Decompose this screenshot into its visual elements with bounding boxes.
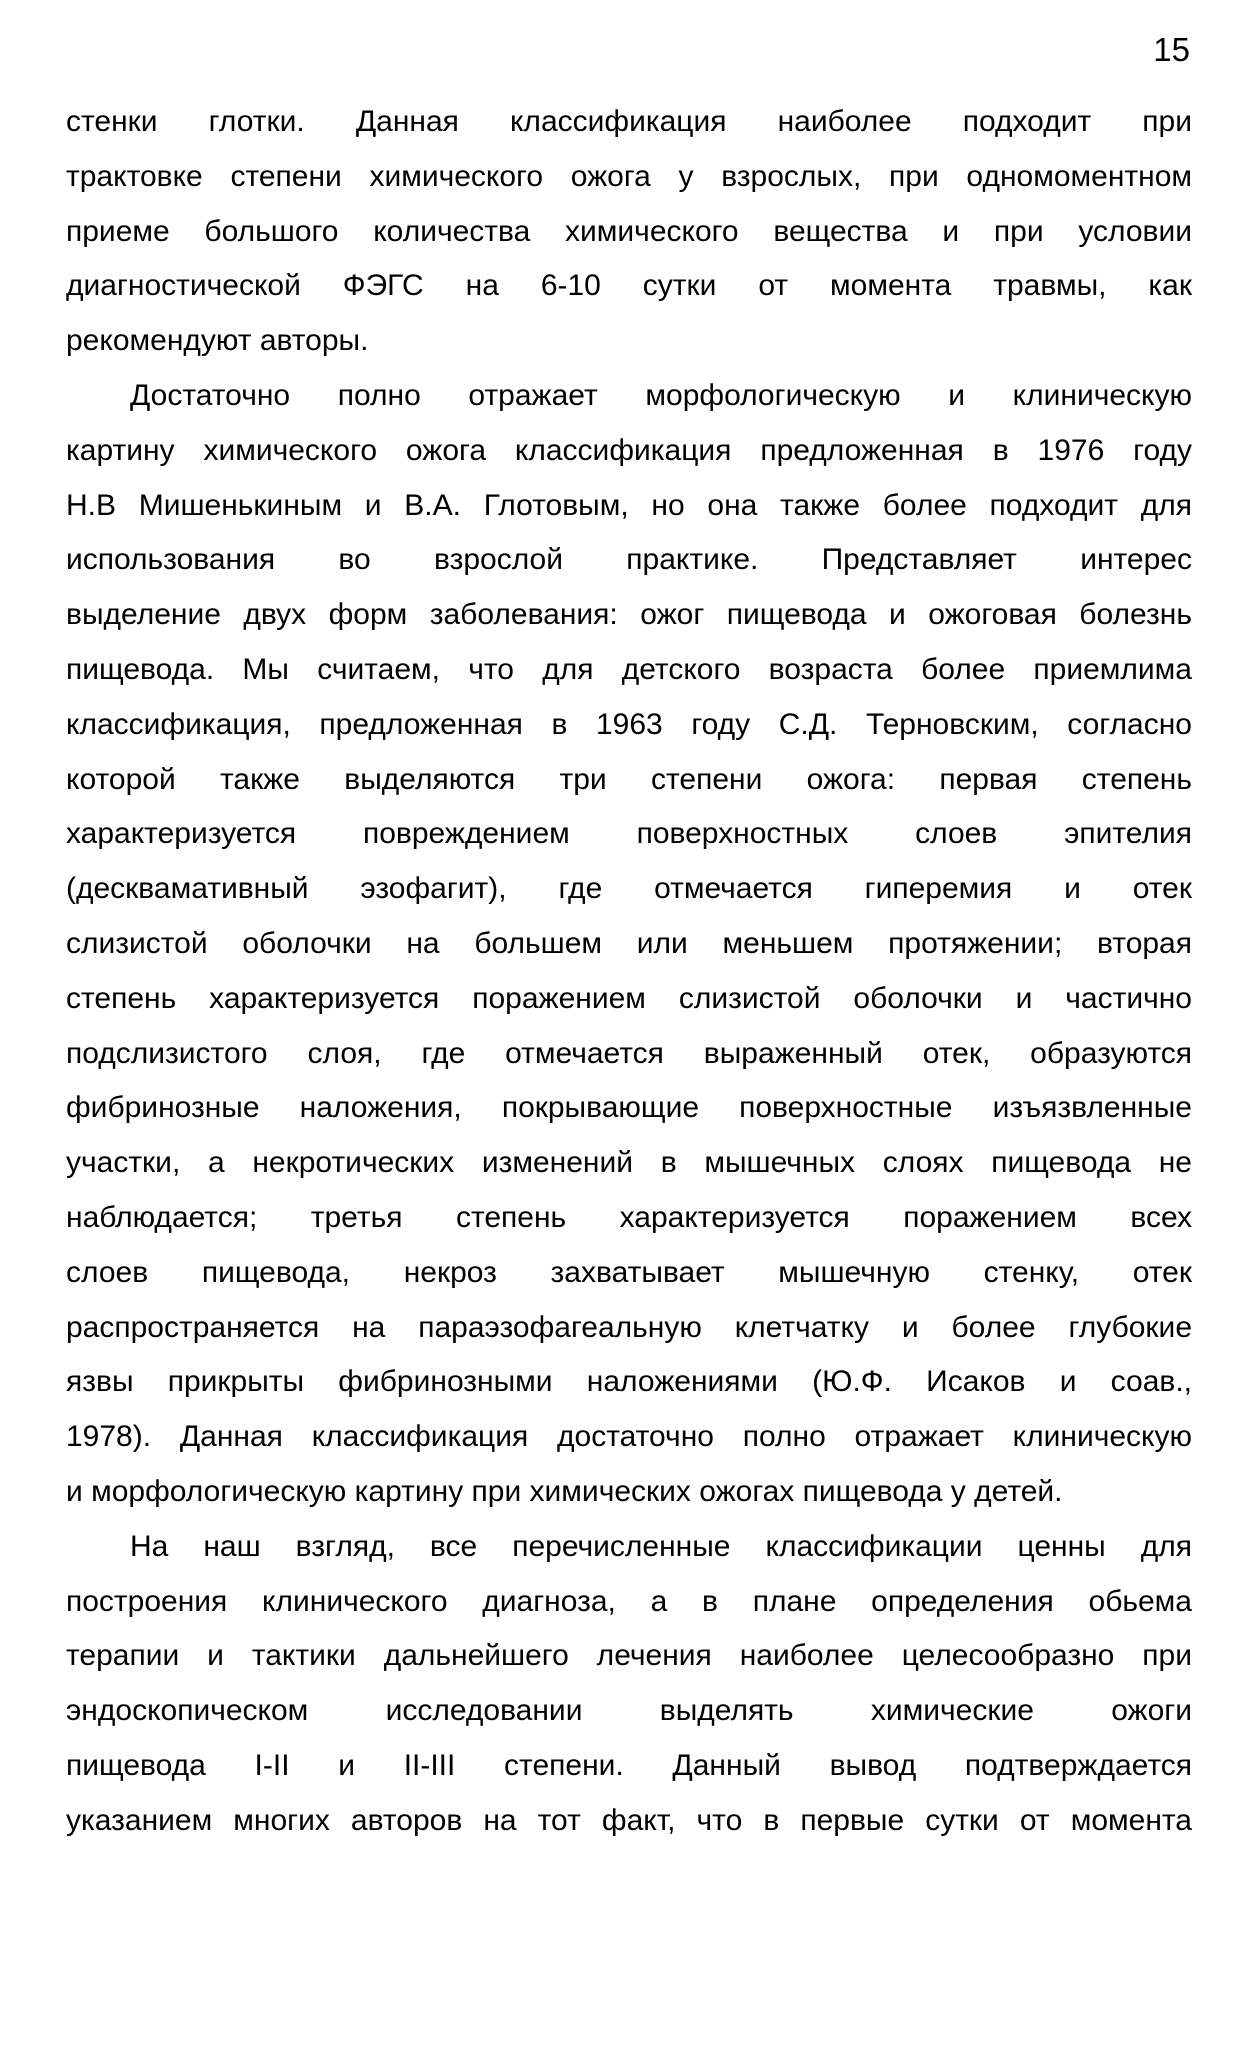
text-line: характеризуется повреждением поверхностных слоев эпителия	[66, 817, 1192, 851]
text-line: слоев пищевода, некроз захватывает мышечную стенку, отек	[66, 1255, 1192, 1289]
text-line: диагностической ФЭГС на 6-10 сутки от момента травмы, как	[66, 269, 1192, 303]
text-line: картину химического ожога классификация предложенная в 1976 году	[66, 433, 1192, 467]
page-number: 15	[1153, 31, 1190, 68]
text-line: указанием многих авторов на тот факт, что в первые сутки от момента	[66, 1803, 1192, 1837]
text-line: Достаточно полно отражает морфологическую и клиническую	[130, 379, 1192, 412]
text-line: стенки глотки. Данная классификация наиболее подходит при	[66, 105, 1192, 138]
text-line: слизистой оболочки на большем или меньшем протяжении; вторая	[66, 927, 1192, 960]
text-line: приеме большого количества химического вещества и при условии	[66, 214, 1192, 248]
text-line: степень характеризуется поражением слизистой оболочки и частично	[66, 981, 1192, 1015]
text-line: подслизистого слоя, где отмечается выраженный отек, образуются	[66, 1036, 1192, 1070]
text-line: язвы прикрыты фибринозными наложениями (Ю.Ф. Исаков и соав.,	[66, 1365, 1192, 1399]
text-line: использования во взрослой практике. Представляет интерес	[66, 543, 1192, 577]
text-line: фибринозные наложения, покрывающие поверхностные изъязвленные	[66, 1091, 1192, 1125]
text-line: терапии и тактики дальнейшего лечения наиболее целесообразно при	[66, 1639, 1192, 1673]
text-line: пищевода I-II и II-III степени. Данный вывод подтверждается	[66, 1749, 1192, 1782]
text-line: выделение двух форм заболевания: ожог пищевода и ожоговая болезнь	[66, 598, 1192, 632]
text-line: рекомендуют авторы.	[66, 324, 369, 358]
text-line: наблюдается; третья степень характеризуется поражением всех	[66, 1201, 1192, 1234]
text-line: распространяется на параэзофагеальную клетчатку и более глубокие	[66, 1310, 1192, 1344]
text-line: На наш взгляд, все перечисленные классификации ценны для	[130, 1529, 1192, 1563]
text-line: трактовке степени химического ожога у взрослых, при одномоментном	[66, 159, 1192, 193]
text-line: и морфологическую картину при химических ожогах пищевода у детей.	[66, 1475, 1063, 1508]
text-line: пищевода. Мы считаем, что для детского возраста более приемлима	[66, 653, 1192, 686]
text-line: участки, а некротических изменений в мышечных слоях пищевода не	[66, 1146, 1192, 1180]
text-line: 1978). Данная классификация достаточно полно отражает клиническую	[66, 1420, 1192, 1454]
text-line: классификация, предложенная в 1963 году С.Д. Терновским, согласно	[66, 707, 1192, 741]
text-line: которой также выделяются три степени ожога: первая степень	[66, 762, 1192, 796]
text-line: (десквамативный эзофагит), где отмечается гиперемия и отек	[66, 872, 1192, 906]
text-line: Н.В Мишенькиным и В.А. Глотовым, но она также более подходит для	[66, 488, 1192, 522]
text-line: эндоскопическом исследовании выделять химические ожоги	[66, 1694, 1192, 1728]
text-line: построения клинического диагноза, а в плане определения обьема	[66, 1584, 1192, 1618]
